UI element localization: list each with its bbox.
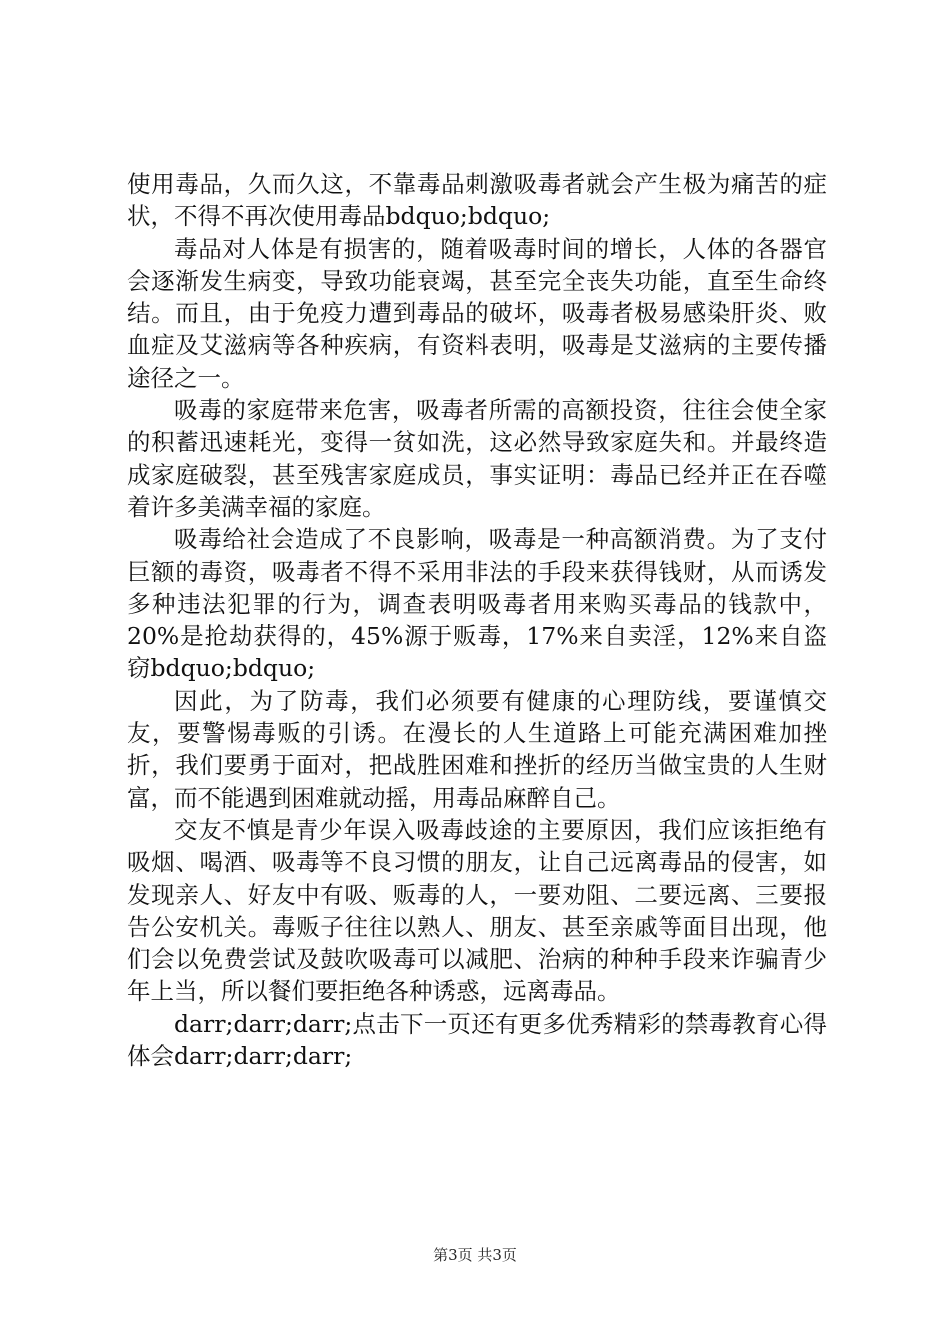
document-body (127, 168, 827, 1072)
paragraph-continuation: 使用毒品，久而久这，不靠毒品刺激吸毒者就会产生极为痛苦的症状，不得不再次使用毒品bdquo;bdquo; (127, 170, 827, 231)
paragraph-prevention: 因此，为了防毒，我们必须要有健康的心理防线，要谨慎交友，要警惕毒贩的引诱。在漫长的人生道路上可能充满困难加挫折，我们要勇于面对，把战胜困难和挫折的经历当做宝贵的人生财富，而不能遇到困难就动摇，用毒品麻醉自己。 (127, 686, 827, 812)
paragraph-family-harm: 吸毒的家庭带来危害，吸毒者所需的高额投资，往往会使全家的积蓄迅速耗光，变得一贫如洗，这必然导致家庭失和。并最终造成家庭破裂，甚至残害家庭成员，事实证明：毒品已经并正在吞噬着许多美满幸福的家庭。 (127, 396, 827, 521)
paragraph-friends: 交友不慎是青少年误入吸毒歧途的主要原因，我们应该拒绝有吸烟、喝酒、吸毒等不良习惯的朋友，让自己远离毒品的侵害，如发现亲人、好友中有吸、贩毒的人，一要劝阻、二要远离、三要报告公安机关。毒贩子往往以熟人、朋友、甚至亲戚等面目出现，他们会以免费尝试及鼓吹吸毒可以减肥、治病的种种手段来诈骗青少年上当，所以餐们要拒绝各种诱惑，远离毒品。 (127, 815, 827, 1006)
paragraph-health-harm: 毒品对人体是有损害的，随着吸毒时间的增长，人体的各器官会逐渐发生病变，导致功能衰竭，甚至完全丧失功能，直至生命终结。而且，由于免疫力遭到毒品的破坏，吸毒者极易感染肝炎、败血症及艾滋病等各种疾病，有资料表明，吸毒是艾滋病的主要传播途径之一。 (127, 234, 827, 392)
paragraph-next-page-link: darr;darr;darr;点击下一页还有更多优秀精彩的禁毒教育心得体会darr;darr;darr; (127, 1009, 827, 1071)
paragraph-society-harm: 吸毒给社会造成了不良影响，吸毒是一种高额消费。为了支付巨额的毒资，吸毒者不得不采用非法的手段来获得钱财，从而诱发多种违法犯罪的行为，调查表明吸毒者用来购买毒品的钱款中，20%是抢劫获得的，45%源于贩毒，17%来自卖淫，12%来自盗窃bdquo;bdquo; (127, 525, 827, 683)
page-number-footer: 第3页 共3页 (433, 1246, 517, 1264)
